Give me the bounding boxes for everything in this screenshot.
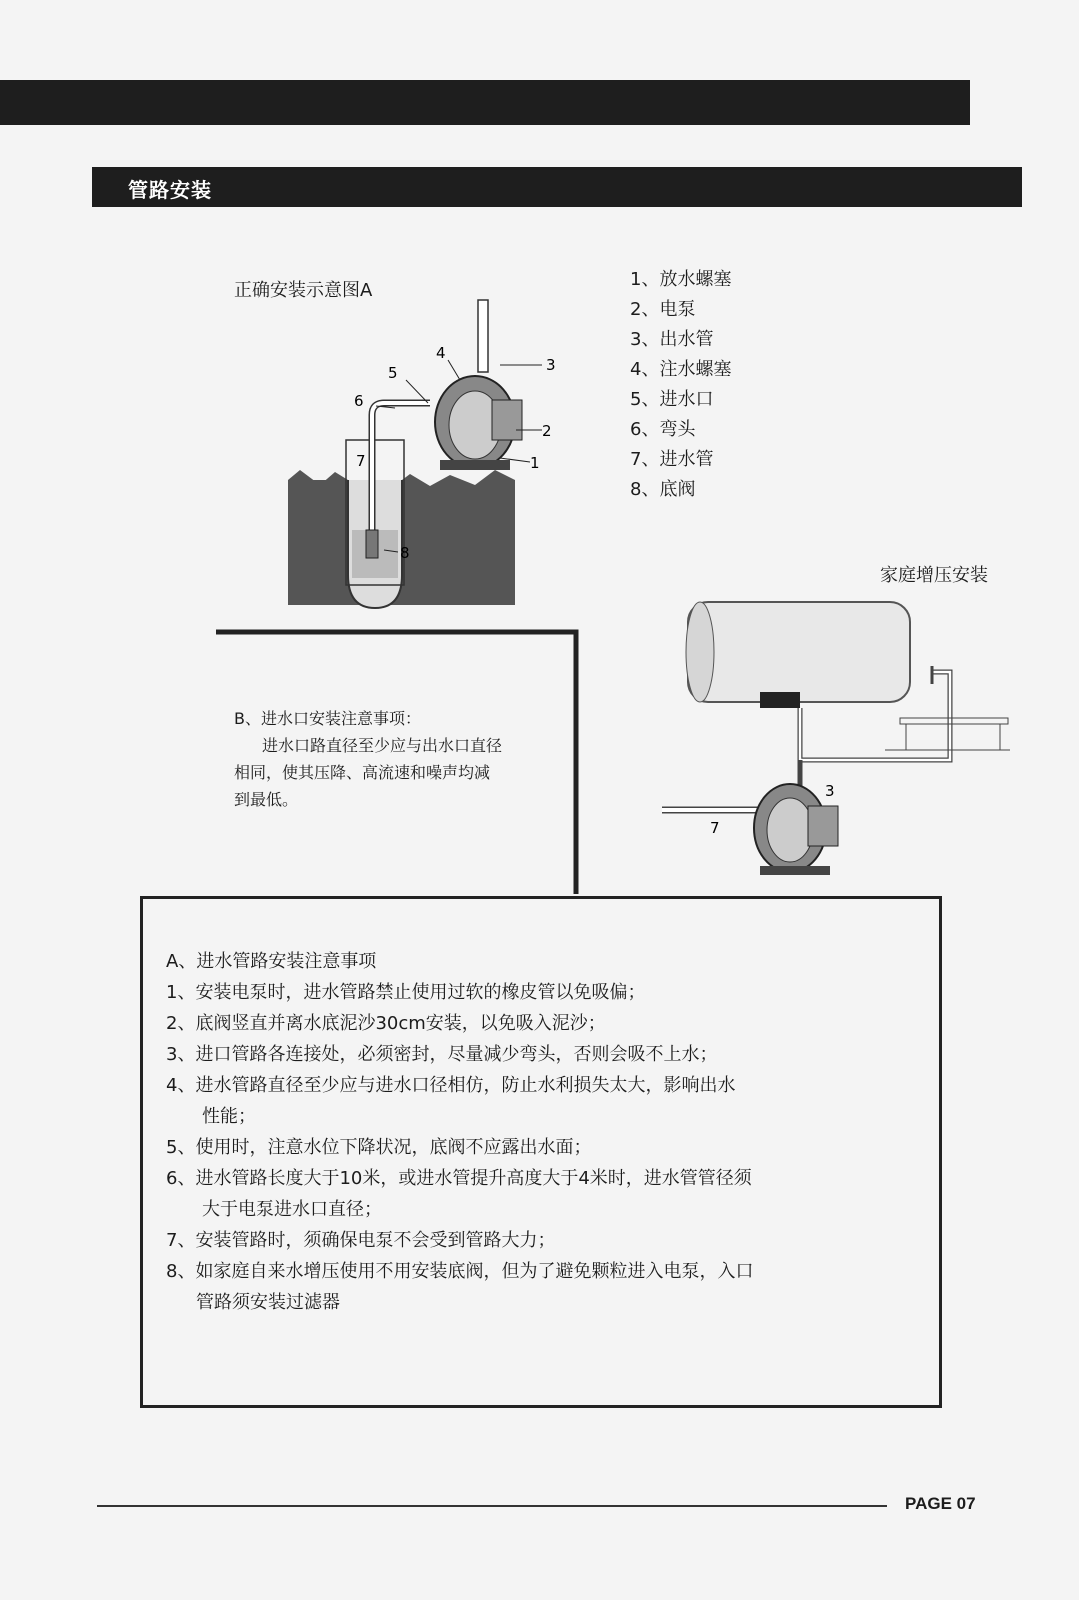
- note-a: [166, 946, 926, 1318]
- note-a-item-cont: 性能；: [202, 1106, 256, 1127]
- callout-3: 3: [546, 356, 556, 374]
- note-a-item: 1、 安装电泵时，进水管路禁止使用过软的橡皮管以免吸偏；: [166, 982, 646, 1003]
- note-b-line: 进水口路直径至少应与出水口直径: [262, 736, 503, 755]
- legend-item: 2、电泵: [630, 299, 696, 320]
- legend-item: 6、弯头: [630, 419, 696, 440]
- parts-legend: [630, 265, 731, 505]
- note-a-item: 6、 进水管路长度大于10米，或进水管提升高度大于4米时，进水管管径须: [166, 1168, 752, 1189]
- water-heater: [688, 602, 910, 702]
- note-a-item-cont: 大于电泵进水口直径；: [202, 1199, 382, 1220]
- page-number: PAGE 07: [905, 1494, 976, 1513]
- callout-8: 8: [400, 544, 410, 562]
- home-boost-diagram: [660, 600, 1040, 890]
- home-callout-3: 3: [825, 782, 835, 800]
- note-b: [234, 705, 574, 813]
- callout-5: 5: [388, 364, 398, 382]
- section-title-bar: [92, 167, 1022, 207]
- heater-control: [760, 692, 800, 708]
- note-b-line: 到最低。: [234, 790, 299, 809]
- note-a-item: 3、 进口管路各连接处，必须密封，尽量减少弯头，否则会吸不上水；: [166, 1044, 718, 1065]
- note-a-heading: A、进水管路安装注意事项: [166, 951, 377, 972]
- callout-6: 6: [354, 392, 364, 410]
- pump-motor: [492, 400, 522, 440]
- callout-2: 2: [542, 422, 552, 440]
- top-header-bar: [0, 80, 970, 125]
- legend-item: 3、出水管: [630, 329, 714, 350]
- figure-a-diagram: [280, 290, 600, 610]
- note-a-item: 8、 如家庭自来水增压使用不用安装底阀，但为了避免颗粒进入电泵，入口: [166, 1261, 754, 1282]
- outlet-pipe: [478, 300, 488, 372]
- pump-base: [440, 460, 510, 470]
- callout-4: 4: [436, 344, 446, 362]
- legend-item: 7、进水管: [630, 449, 714, 470]
- legend-item: 5、进水口: [630, 389, 714, 410]
- figure-a-title: 正确安装示意图A: [234, 280, 373, 301]
- footer-rule: [97, 1505, 887, 1507]
- home-callout-7: 7: [710, 819, 720, 837]
- legend-item: 4、注水螺塞: [630, 359, 732, 380]
- home-boost-title: 家庭增压安装: [880, 565, 988, 586]
- note-a-item: 7、 安装管路时，须确保电泵不会受到管路大力；: [166, 1230, 556, 1251]
- basin: [900, 718, 1008, 724]
- note-b-heading: B、进水口安装注意事项：: [234, 709, 421, 728]
- note-a-item-cont: 管路须安装过滤器: [196, 1292, 340, 1313]
- note-b-line: 相同，使其压降、高流速和噪声均减: [234, 763, 491, 782]
- callout-1: 1: [530, 454, 540, 472]
- note-a-item: 2、 底阀竖直并离水底泥沙30cm安装，以免吸入泥沙；: [166, 1013, 606, 1034]
- legend-item: 8、底阀: [630, 479, 696, 500]
- note-a-item: 4、 进水管路直径至少应与进水口径相仿，防止水利损失太大，影响出水: [166, 1075, 736, 1096]
- note-a-item: 5、 使用时，注意水位下降状况，底阀不应露出水面；: [166, 1137, 592, 1158]
- section-title: 管路安装: [128, 178, 212, 202]
- foot-valve: [366, 530, 378, 558]
- legend-item: 1、放水螺塞: [630, 269, 732, 290]
- callout-7: 7: [356, 452, 366, 470]
